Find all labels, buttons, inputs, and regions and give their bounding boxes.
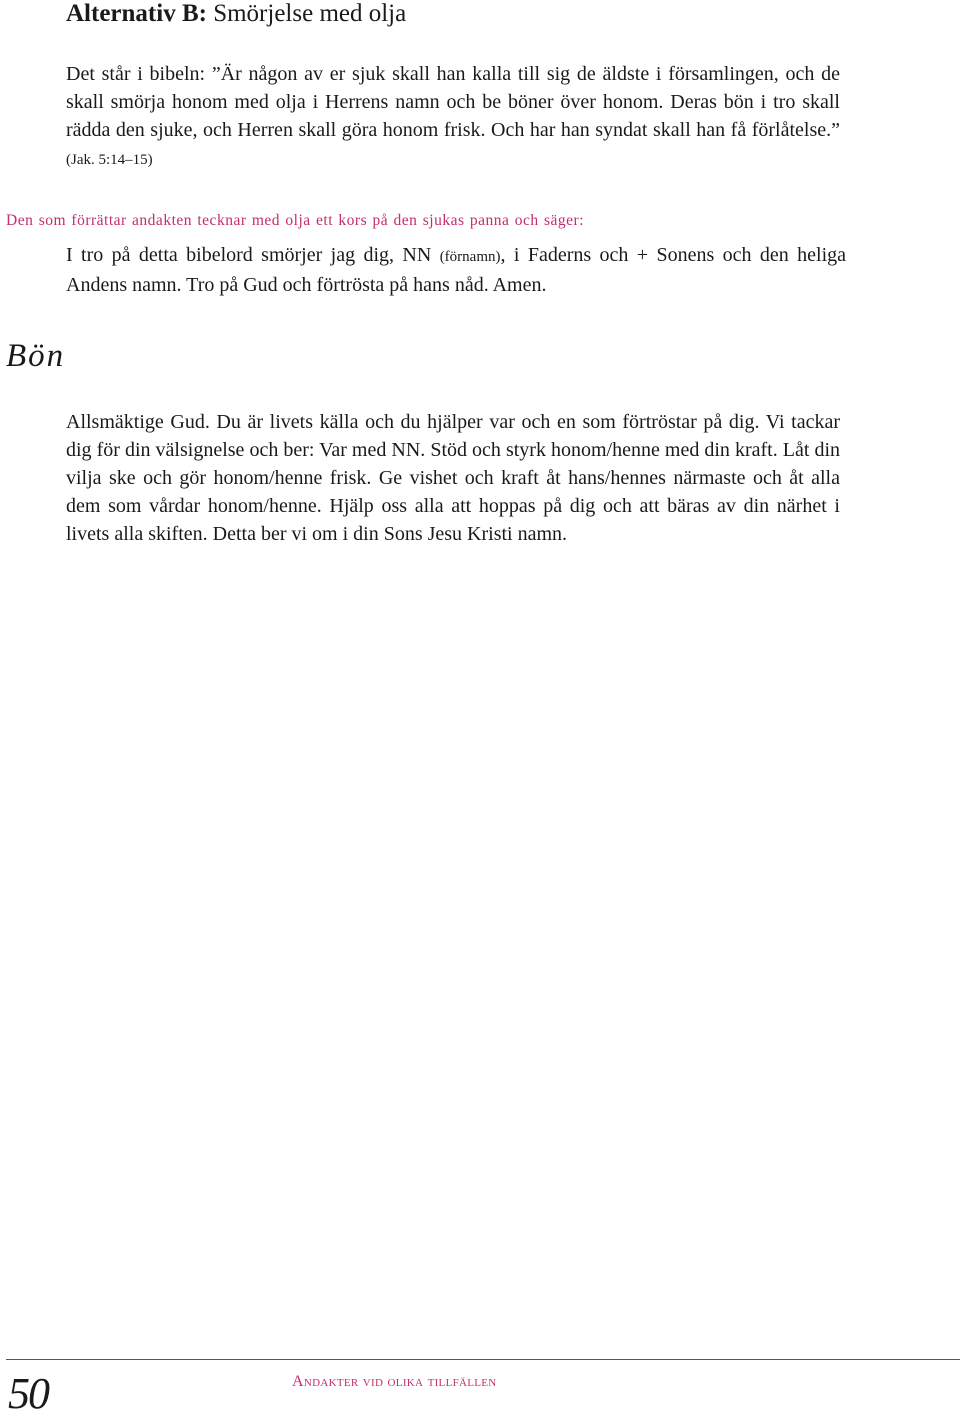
- anointing-paragraph: [66, 241, 846, 299]
- anointing-text-end: , i Faderns och + Sonens och den heliga Andens namn. Tro på Gud och förtrösta på hans nåd. Amen.: [66, 244, 846, 296]
- footer-divider: [6, 1359, 960, 1360]
- anointing-note: (förnamn): [439, 249, 501, 265]
- section-heading-title: Smörjelse med olja: [213, 0, 407, 27]
- scripture-text: Det står i bibeln: ”Är någon av er sjuk skall han kalla till sig de äldste i församlingen, och de skall smörja honom med olja i Herrens namn och be böner över honom. Deras bön i tro skall rädda den sjuke, och Herren skall göra honom frisk. Och har han syndat skall han få förlåtelse.”: [66, 63, 840, 141]
- scripture-paragraph: [66, 60, 840, 174]
- prayer-paragraph: Allsmäktige Gud. Du är livets källa och du hjälper var och en som förtröstar på dig. Vi tackar dig för din välsignelse och ber: Var med NN. Stöd och styrk honom/henne med din kraft. Låt din vilja ske och gör honom/henne frisk. Ge vishet och kraft åt hans/hennes närmaste och åt alla dem som vårdar honom/henne. Hjälp oss alla att hoppas på dig och att bäras av din närhet i livets alla skiften. Detta ber vi om i din Sons Jesu Kristi namn.: [66, 411, 840, 545]
- scripture-reference: (Jak. 5:14–15): [66, 152, 153, 168]
- prayer-heading: Bön: [6, 338, 66, 374]
- section-heading-label: Alternativ B:: [66, 0, 207, 27]
- section-heading: [66, 0, 406, 28]
- page-number: 50: [8, 1369, 48, 1418]
- rubric-instruction: Den som förrättar andakten tecknar med olja ett kors på den sjukas panna och säger:: [6, 212, 585, 229]
- running-title: Andakter vid olika tillfällen: [292, 1373, 497, 1390]
- anointing-text-start: I tro på detta bibelord smörjer jag dig, NN: [66, 244, 440, 266]
